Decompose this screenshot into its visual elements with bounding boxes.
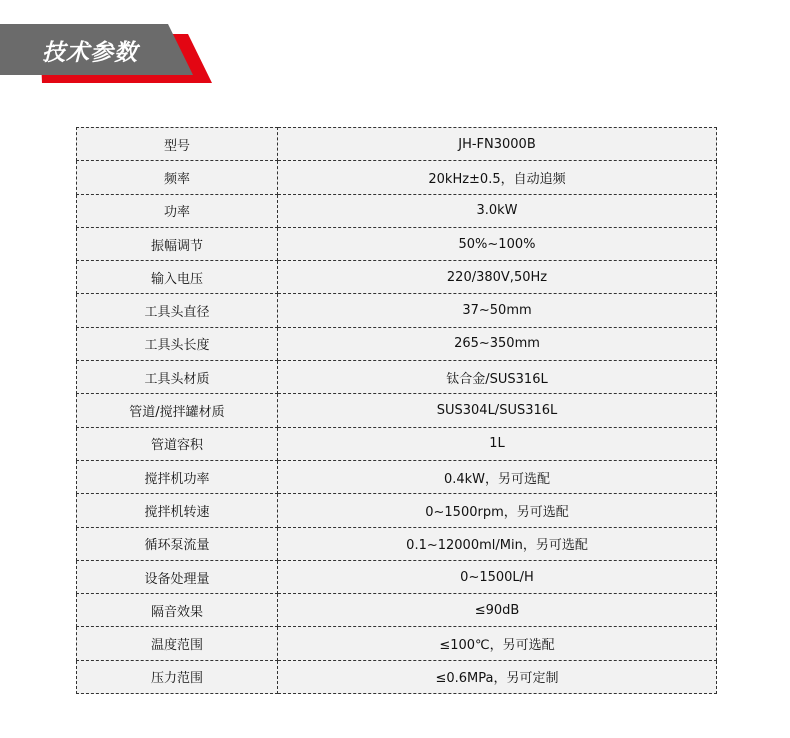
spec-label: 隔音效果 (77, 594, 278, 627)
spec-label: 设备处理量 (77, 560, 278, 593)
spec-value: 3.0kW (278, 194, 717, 227)
table-row (77, 394, 717, 427)
spec-label: 型号 (77, 128, 278, 161)
table-row (77, 327, 717, 360)
spec-value: 0~1500rpm，另可选配 (278, 494, 717, 527)
spec-value: 1L (278, 427, 717, 460)
spec-value: 50%~100% (278, 227, 717, 260)
table-row (77, 161, 717, 194)
table-row (77, 627, 717, 660)
table-row (77, 194, 717, 227)
spec-label: 工具头直径 (77, 294, 278, 327)
spec-value: 0.4kW，另可选配 (278, 460, 717, 493)
table-row (77, 294, 717, 327)
spec-table (76, 127, 717, 694)
spec-value: 265~350mm (278, 327, 717, 360)
spec-label: 管道/搅拌罐材质 (77, 394, 278, 427)
spec-value: 钛合金/SUS316L (278, 361, 717, 394)
section-banner (0, 24, 215, 84)
table-row (77, 494, 717, 527)
spec-value: JH-FN3000B (278, 128, 717, 161)
spec-label: 输入电压 (77, 261, 278, 294)
table-row (77, 660, 717, 693)
spec-label: 压力范围 (77, 660, 278, 693)
spec-value: 37~50mm (278, 294, 717, 327)
spec-label: 搅拌机转速 (77, 494, 278, 527)
spec-label: 工具头材质 (77, 361, 278, 394)
spec-label: 工具头长度 (77, 327, 278, 360)
spec-value: 20kHz±0.5，自动追频 (278, 161, 717, 194)
spec-value: ≤100℃，另可选配 (278, 627, 717, 660)
spec-value: 0~1500L/H (278, 560, 717, 593)
table-row (77, 594, 717, 627)
table-row (77, 527, 717, 560)
section-title: 技术参数 (42, 40, 138, 66)
table-row (77, 361, 717, 394)
table-row (77, 560, 717, 593)
spec-label: 功率 (77, 194, 278, 227)
table-row (77, 460, 717, 493)
spec-label: 温度范围 (77, 627, 278, 660)
spec-label: 频率 (77, 161, 278, 194)
spec-value: ≤90dB (278, 594, 717, 627)
spec-label: 循环泵流量 (77, 527, 278, 560)
spec-value: 0.1~12000ml/Min，另可选配 (278, 527, 717, 560)
spec-value: 220/380V,50Hz (278, 261, 717, 294)
spec-label: 搅拌机功率 (77, 460, 278, 493)
spec-label: 管道容积 (77, 427, 278, 460)
table-row (77, 128, 717, 161)
table-row (77, 227, 717, 260)
table-row (77, 261, 717, 294)
spec-value: SUS304L/SUS316L (278, 394, 717, 427)
table-row (77, 427, 717, 460)
spec-value: ≤0.6MPa，另可定制 (278, 660, 717, 693)
spec-label: 振幅调节 (77, 227, 278, 260)
